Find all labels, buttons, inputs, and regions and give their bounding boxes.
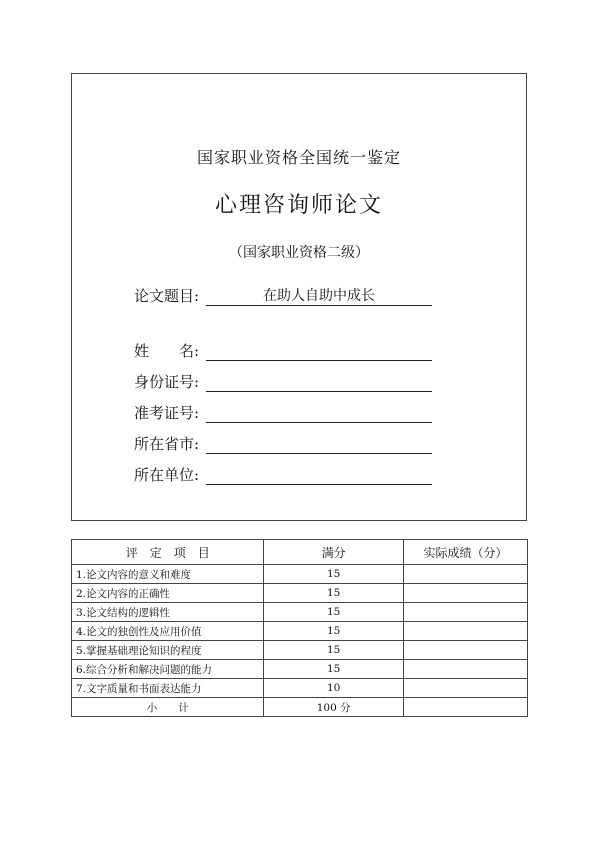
row-item: 5.掌握基础理论知识的程度 xyxy=(72,641,264,660)
header-max-score: 满分 xyxy=(264,540,404,565)
row-max: 15 xyxy=(264,622,404,641)
table-header-row xyxy=(72,540,528,565)
row-item: 6.综合分析和解决问题的能力 xyxy=(72,660,264,679)
row-item: 1.论文内容的意义和难度 xyxy=(72,565,264,584)
row-actual[interactable] xyxy=(403,641,527,660)
workplace-field xyxy=(134,464,206,485)
name-label: 姓 名: xyxy=(134,342,200,360)
name-field xyxy=(134,340,206,361)
row-actual[interactable] xyxy=(403,622,527,641)
table-row xyxy=(72,584,528,603)
total-label: 小 计 xyxy=(72,698,264,717)
score-table xyxy=(71,539,528,717)
row-item: 7.文字质量和书面表达能力 xyxy=(72,679,264,698)
admission-number-input-line[interactable] xyxy=(206,402,432,423)
row-item: 4.论文的独创性及应用价值 xyxy=(72,622,264,641)
row-max: 15 xyxy=(264,641,404,660)
name-input-line[interactable] xyxy=(206,340,432,361)
qualification-level: （国家职业资格二级） xyxy=(229,245,369,261)
row-item: 3.论文结构的逻辑性 xyxy=(72,603,264,622)
table-row xyxy=(72,565,528,584)
row-max: 15 xyxy=(264,565,404,584)
table-row xyxy=(72,679,528,698)
header-item: 评 定 项 目 xyxy=(72,540,264,565)
workplace-label: 所在单位: xyxy=(134,466,200,484)
row-max: 15 xyxy=(264,584,404,603)
id-number-field xyxy=(134,371,206,392)
row-actual[interactable] xyxy=(403,584,527,603)
row-max: 15 xyxy=(264,660,404,679)
workplace-input-line[interactable] xyxy=(206,464,432,485)
cover-box xyxy=(71,73,527,521)
admission-number-field xyxy=(134,402,206,423)
topic-field xyxy=(134,285,375,306)
row-max: 10 xyxy=(264,679,404,698)
row-actual[interactable] xyxy=(403,565,527,584)
row-actual[interactable] xyxy=(403,679,527,698)
total-max: 100 分 xyxy=(264,698,404,717)
topic-value[interactable]: 在助人自助中成长 xyxy=(206,285,432,306)
id-number-input-line[interactable] xyxy=(206,371,432,392)
exam-subtitle: 国家职业资格全国统一鉴定 xyxy=(196,148,401,167)
province-city-input-line[interactable] xyxy=(206,433,432,454)
province-city-label: 所在省市: xyxy=(134,435,200,453)
table-total-row xyxy=(72,698,528,717)
id-number-label: 身份证号: xyxy=(134,373,200,391)
total-actual[interactable] xyxy=(403,698,527,717)
page-title: 心理咨询师论文 xyxy=(214,193,383,218)
row-item: 2.论文内容的正确性 xyxy=(72,584,264,603)
header-actual-score: 实际成绩（分） xyxy=(403,540,527,565)
table-row xyxy=(72,622,528,641)
province-city-field xyxy=(134,433,206,454)
row-actual[interactable] xyxy=(403,660,527,679)
admission-number-label: 准考证号: xyxy=(134,404,200,422)
table-row xyxy=(72,660,528,679)
row-actual[interactable] xyxy=(403,603,527,622)
table-row xyxy=(72,603,528,622)
table-row xyxy=(72,641,528,660)
topic-label: 论文题目: xyxy=(134,287,200,305)
row-max: 15 xyxy=(264,603,404,622)
